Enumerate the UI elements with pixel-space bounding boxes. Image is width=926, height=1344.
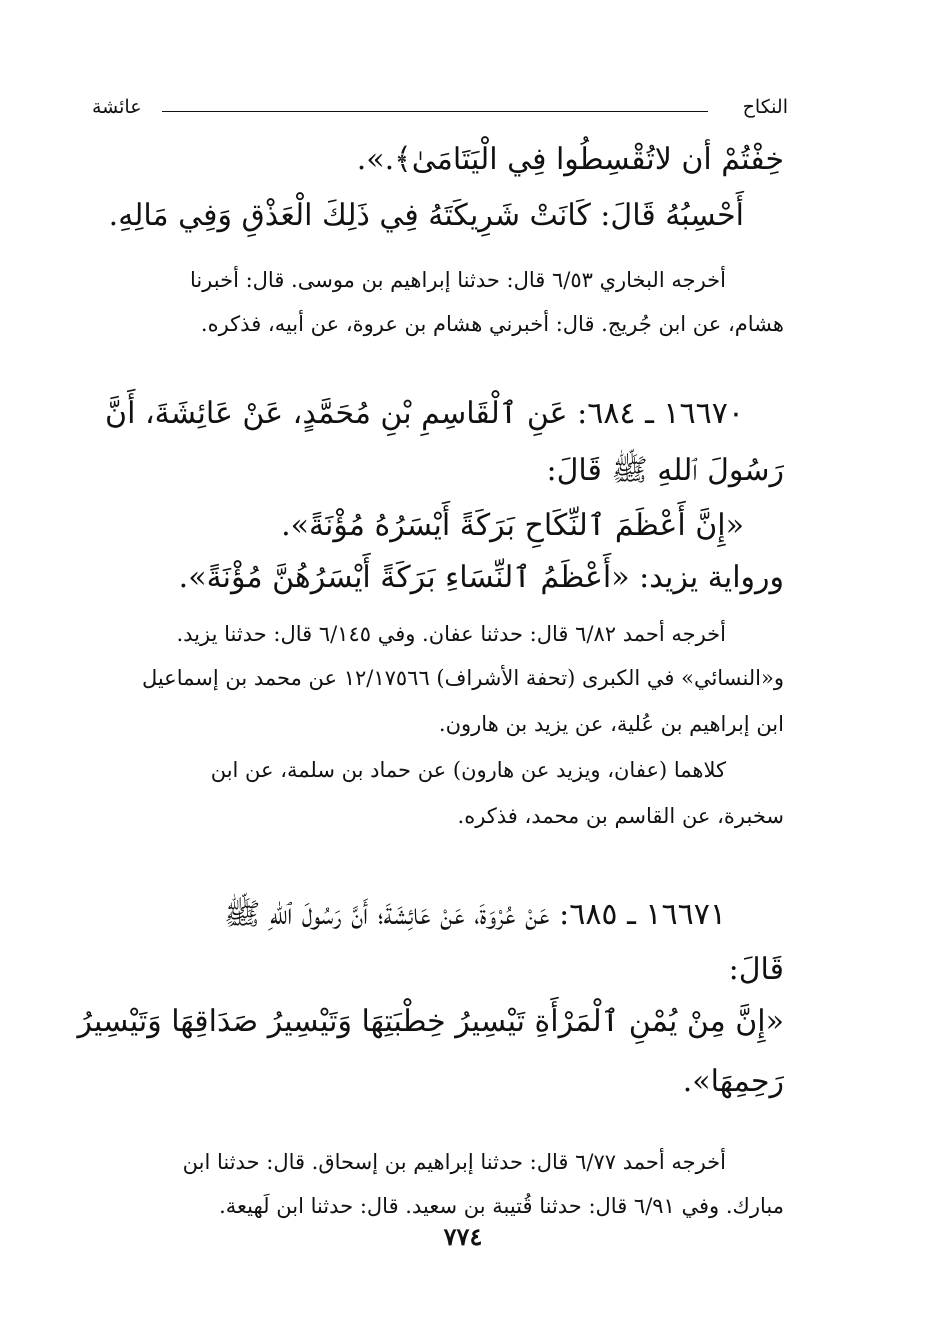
hadith-heading-line: ١٦٦٧٠ ـ ٦٨٤: عَنِ ٱلْقَاسِمِ بْنِ مُحَمَّدٍ، عَنْ عَائِشَةَ، أَنَّ — [105, 396, 744, 431]
hadith-text-line: قَالَ: — [728, 952, 784, 987]
header-narrator: عائشة — [92, 96, 142, 118]
verse-continuation-line: خِفْتُمْ أن لاتُقْسِطُوا فِي الْيَتَامَىٰ﴾.». — [356, 142, 784, 177]
header-chapter: النكاح — [742, 96, 788, 118]
hadith-matn-line: «إِنَّ أَعْظَمَ ٱلنِّكَاحِ بَرَكَةً أَيْسَرُهُ مُؤْنَةً». — [281, 508, 744, 543]
takhrij-line: مبارك. وفي ٦/٩١ قال: حدثنا قُتيبة بن سعيد. قال: حدثنا ابن لَهيعة. — [219, 1194, 784, 1218]
takhrij-line: أخرجه أحمد ٦/٧٧ قال: حدثنا إبراهيم بن إسحاق. قال: حدثنا ابن — [182, 1150, 726, 1174]
takhrij-line: سخبرة، عن القاسم بن محمد، فذكره. — [457, 804, 784, 828]
takhrij-line: أخرجه أحمد ٦/٨٢ قال: حدثنا عفان. وفي ٦/١٤٥ قال: حدثنا يزيد. — [176, 622, 726, 646]
hadith-matn-line: «إِنَّ مِنْ يُمْنِ ٱلْمَرْأَةِ تَيْسِيرُ خِطْبَتِهَا وَتَيْسِيرُ صَدَاقِهَا وَتَيْسِيرُ — [77, 1004, 784, 1039]
hadith-heading-line: ١٦٦٧١ ـ ٦٨٥: عَنْ عُرْوَةَ، عَنْ عَائِشَةَ؛ أَنَّ رَسُولَ ٱللهِ ﷺ — [224, 897, 726, 932]
takhrij-line: هشام، عن ابن جُريج. قال: أخبرني هشام بن عروة، عن أبيه، فذكره. — [200, 312, 784, 336]
takhrij-line: أخرجه البخاري ٦/٥٣ قال: حدثنا إبراهيم بن موسى. قال: أخبرنا — [189, 268, 726, 292]
header-rule — [162, 111, 708, 112]
takhrij-line: و«النسائي» في الكبرى (تحفة الأشراف) ١٢/١٧٥٦٦ عن محمد بن إسماعيل — [141, 666, 784, 690]
hadith-matn-line: رَحِمِهَا». — [682, 1064, 784, 1099]
page-number: ٧٧٤ — [443, 1222, 483, 1251]
hadith-text-line: رَسُولَ ٱللهِ ﷺ قَالَ: — [546, 453, 784, 488]
hadith-text-line: أَحْسِبُهُ قَالَ: كَانَتْ شَرِيكَتَهُ فِي ذَلِكَ الْعَذْقِ وَفِي مَالِهِ. — [108, 198, 744, 233]
running-header — [92, 96, 788, 126]
hadith-variant-line: ورواية يزيد: «أَعْظَمُ ٱلنِّسَاءِ بَرَكَةً أَيْسَرُهُنَّ مُؤْنَةً». — [178, 560, 784, 595]
takhrij-line: ابن إبراهيم بن عُلية، عن يزيد بن هارون. — [438, 712, 784, 736]
takhrij-line: كلاهما (عفان، ويزيد عن هارون) عن حماد بن سلمة، عن ابن — [210, 758, 726, 782]
